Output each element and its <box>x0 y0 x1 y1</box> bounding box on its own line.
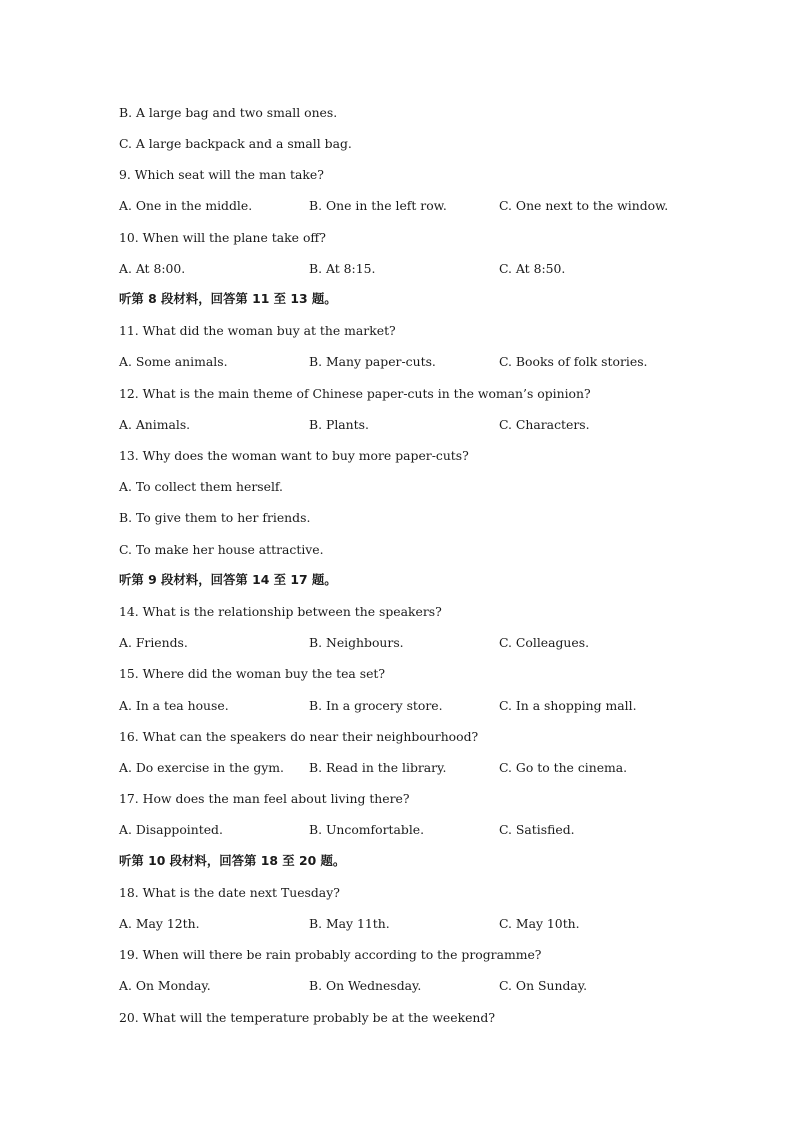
question-11: 11. What did the woman buy at the market? <box>119 323 396 338</box>
section-heading-10: 听第 10 段材料，回答第 18 至 20 题。 <box>119 853 346 868</box>
option-b: B. Many paper-cuts. <box>309 354 436 369</box>
option-a: A. In a tea house. <box>119 698 229 713</box>
option-c: C. Books of folk stories. <box>499 354 648 369</box>
question-14: 14. What is the relationship between the speakers? <box>119 604 442 619</box>
question-16: 16. What can the speakers do near their neighbourhood? <box>119 729 479 744</box>
options-row-17 <box>119 821 575 839</box>
option-b: B. Read in the library. <box>309 760 447 775</box>
option-a: A. One in the middle. <box>119 198 253 213</box>
question-13: 13. Why does the woman want to buy more paper-cuts? <box>119 448 469 463</box>
options-row-9 <box>119 197 669 215</box>
section-heading-8: 听第 8 段材料，回答第 11 至 13 题。 <box>119 291 337 306</box>
option-c: C. May 10th. <box>499 916 580 931</box>
option-b: B. One in the left row. <box>309 198 447 213</box>
option-c: C. In a shopping mall. <box>499 698 637 713</box>
option-b: B. Uncomfortable. <box>309 822 425 837</box>
option-b: B. May 11th. <box>309 916 390 931</box>
option-b: B. In a grocery store. <box>309 698 443 713</box>
option-a: A. To collect them herself. <box>119 479 283 494</box>
option-c: C. Colleagues. <box>499 635 590 650</box>
option-a: A. Do exercise in the gym. <box>119 760 284 775</box>
options-row-18 <box>119 915 580 933</box>
option-a: A. On Monday. <box>119 978 211 993</box>
option-b: B. Neighbours. <box>309 635 404 650</box>
section-heading-9: 听第 9 段材料，回答第 14 至 17 题。 <box>119 572 337 587</box>
options-row-12 <box>119 416 590 434</box>
option-c: C. On Sunday. <box>499 978 588 993</box>
option-a: A. Animals. <box>119 417 191 432</box>
question-9: 9. Which seat will the man take? <box>119 167 324 182</box>
question-20: 20. What will the temperature probably be at the weekend? <box>119 1010 495 1025</box>
option-b: B. Plants. <box>309 417 369 432</box>
question-10: 10. When will the plane take off? <box>119 230 326 245</box>
option-b: B. On Wednesday. <box>309 978 422 993</box>
option-c: C. One next to the window. <box>499 198 669 213</box>
question-15: 15. Where did the woman buy the tea set? <box>119 666 386 681</box>
question-12: 12. What is the main theme of Chinese paper-cuts in the woman’s opinion? <box>119 386 591 401</box>
options-row-16 <box>119 759 628 777</box>
question-18: 18. What is the date next Tuesday? <box>119 885 340 900</box>
option-a: A. Friends. <box>119 635 188 650</box>
options-row-11 <box>119 353 648 371</box>
option-a: A. At 8:00. <box>119 261 186 276</box>
option-c: C. At 8:50. <box>499 261 566 276</box>
option-a: A. May 12th. <box>119 916 200 931</box>
option-c: C. To make her house attractive. <box>119 542 324 557</box>
question-19: 19. When will there be rain probably according to the programme? <box>119 947 542 962</box>
options-row-14 <box>119 634 590 652</box>
options-row-10 <box>119 260 566 278</box>
option-c: C. Go to the cinema. <box>499 760 628 775</box>
option-c: C. Satisfied. <box>499 822 575 837</box>
option-c: C. Characters. <box>499 417 590 432</box>
option-b: B. To give them to her friends. <box>119 510 311 525</box>
option-a: A. Disappointed. <box>119 822 223 837</box>
options-row-19 <box>119 977 588 995</box>
option-b: B. At 8:15. <box>309 261 376 276</box>
option-line: C. A large backpack and a small bag. <box>119 136 352 151</box>
options-row-15 <box>119 697 637 715</box>
option-line: B. A large bag and two small ones. <box>119 105 338 120</box>
option-a: A. Some animals. <box>119 354 228 369</box>
question-17: 17. How does the man feel about living there? <box>119 791 410 806</box>
